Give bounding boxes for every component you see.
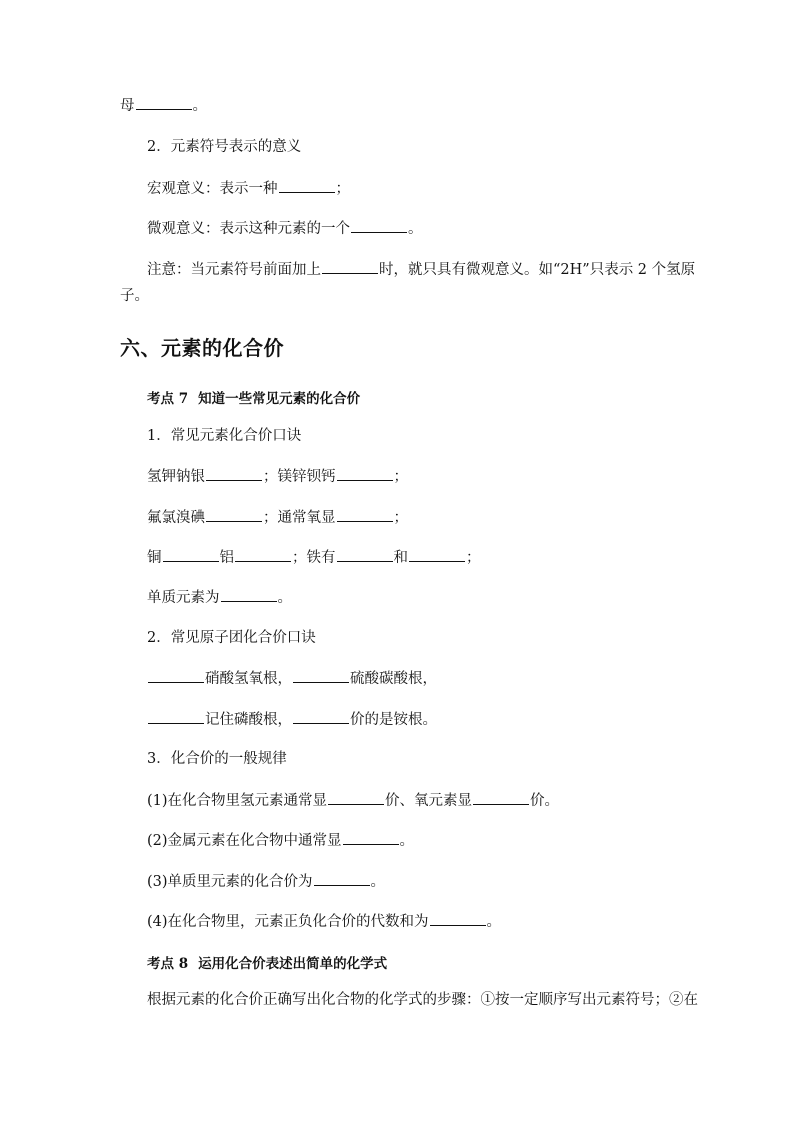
text-line — [147, 668, 437, 689]
text-line — [147, 466, 408, 487]
text-fragment: 和 — [393, 550, 408, 566]
text-line — [147, 871, 385, 892]
kaodian-title: 运用化合价表述出简单的化学式 — [198, 956, 388, 972]
answer-blank[interactable] — [351, 218, 407, 233]
answer-blank[interactable] — [343, 830, 399, 845]
subheading: 1．常见元素化合价口诀 — [147, 428, 302, 444]
text-fragment: 价、氧元素显 — [385, 793, 473, 809]
answer-blank[interactable] — [279, 178, 335, 193]
text-fragment: 铝 — [219, 550, 234, 566]
text-fragment: 母 — [120, 98, 135, 114]
text-line — [147, 547, 481, 568]
answer-blank[interactable] — [163, 547, 219, 562]
answer-blank[interactable] — [293, 668, 349, 683]
text-fragment: 。 — [399, 833, 415, 849]
answer-blank[interactable] — [473, 790, 529, 805]
text-line — [147, 790, 559, 811]
text-line — [147, 830, 414, 851]
text-fragment: ；通常氧显 — [263, 510, 336, 526]
kaodian-label: 考点 8 — [147, 956, 189, 972]
answer-blank[interactable] — [148, 709, 204, 724]
answer-blank[interactable] — [206, 466, 262, 481]
text-fragment: (3)单质里元素的化合价为 — [147, 874, 313, 890]
text-fragment: 氢钾钠银 — [147, 469, 205, 485]
text-fragment: 硝酸氢氧根， — [205, 671, 292, 687]
text-line — [147, 587, 292, 608]
answer-blank[interactable] — [235, 547, 291, 562]
text-fragment: 记住磷酸根， — [205, 712, 292, 728]
text-fragment: 微观意义：表示这种元素的一个 — [147, 221, 350, 237]
answer-blank[interactable] — [136, 95, 192, 110]
answer-blank[interactable] — [409, 547, 465, 562]
text-line — [147, 911, 501, 932]
answer-blank[interactable] — [337, 466, 393, 481]
answer-blank[interactable] — [328, 790, 384, 805]
answer-blank[interactable] — [337, 507, 393, 522]
text-fragment: 价的是铵根。 — [350, 712, 437, 728]
paragraph: 根据元素的化合价正确写出化合物的化学式的步骤：①按一定顺序写出元素符号；②在 — [147, 992, 698, 1008]
text-fragment: (4)在化合物里，元素正负化合价的代数和为 — [147, 914, 429, 930]
answer-blank[interactable] — [293, 709, 349, 724]
text-fragment: ； — [466, 550, 481, 566]
text-fragment: ； — [393, 510, 408, 526]
answer-blank[interactable] — [221, 587, 277, 602]
subheading: 2．常见原子团化合价口诀 — [147, 630, 316, 646]
kaodian-label: 考点 7 — [147, 391, 189, 407]
section-title: 六、元素的化合价 — [120, 336, 284, 360]
answer-blank[interactable] — [206, 507, 262, 522]
answer-blank[interactable] — [337, 547, 393, 562]
kaodian-8-heading — [147, 952, 387, 972]
text-fragment: 价。 — [530, 793, 560, 809]
text-fragment: (2)金属元素在化合物中通常显 — [147, 833, 342, 849]
subheading: 2．元素符号表示的意义 — [147, 139, 302, 155]
text-line — [147, 507, 408, 528]
text-fragment: 注意：当元素符号前面加上 — [147, 262, 321, 278]
text-line — [147, 709, 437, 730]
subheading: 3．化合价的一般规律 — [147, 751, 287, 767]
text-fragment: 硫酸碳酸根， — [350, 671, 437, 687]
text-fragment: 氟氯溴碘 — [147, 510, 205, 526]
kaodian-7-heading — [147, 387, 360, 407]
text-line — [147, 178, 350, 199]
text-fragment: 。 — [192, 98, 207, 114]
text-fragment: 单质元素为 — [147, 590, 220, 606]
kaodian-title: 知道一些常见元素的化合价 — [198, 391, 361, 407]
text-fragment: 。 — [370, 874, 386, 890]
text-fragment: 时，就只具有微观意义。如“2H”只表示 2 个氢原 — [379, 262, 696, 278]
text-fragment: 。 — [486, 914, 502, 930]
text-fragment: 铜 — [147, 550, 162, 566]
answer-blank[interactable] — [148, 668, 204, 683]
text-line — [147, 218, 423, 239]
text-fragment: ； — [393, 469, 408, 485]
text-fragment: 宏观意义：表示一种 — [147, 181, 278, 197]
text-fragment: ；铁有 — [292, 550, 336, 566]
answer-blank[interactable] — [322, 259, 378, 274]
text-fragment: 。 — [277, 590, 292, 606]
text-fragment: (1)在化合物里氢元素通常显 — [147, 793, 328, 809]
text-line: 子。 — [120, 288, 149, 304]
answer-blank[interactable] — [314, 871, 370, 886]
text-line — [147, 259, 695, 280]
text-fragment: ； — [335, 181, 350, 197]
text-fragment: ；镁锌钡钙 — [263, 469, 336, 485]
text-fragment: 。 — [408, 221, 423, 237]
answer-blank[interactable] — [430, 911, 486, 926]
text-line — [120, 95, 207, 116]
